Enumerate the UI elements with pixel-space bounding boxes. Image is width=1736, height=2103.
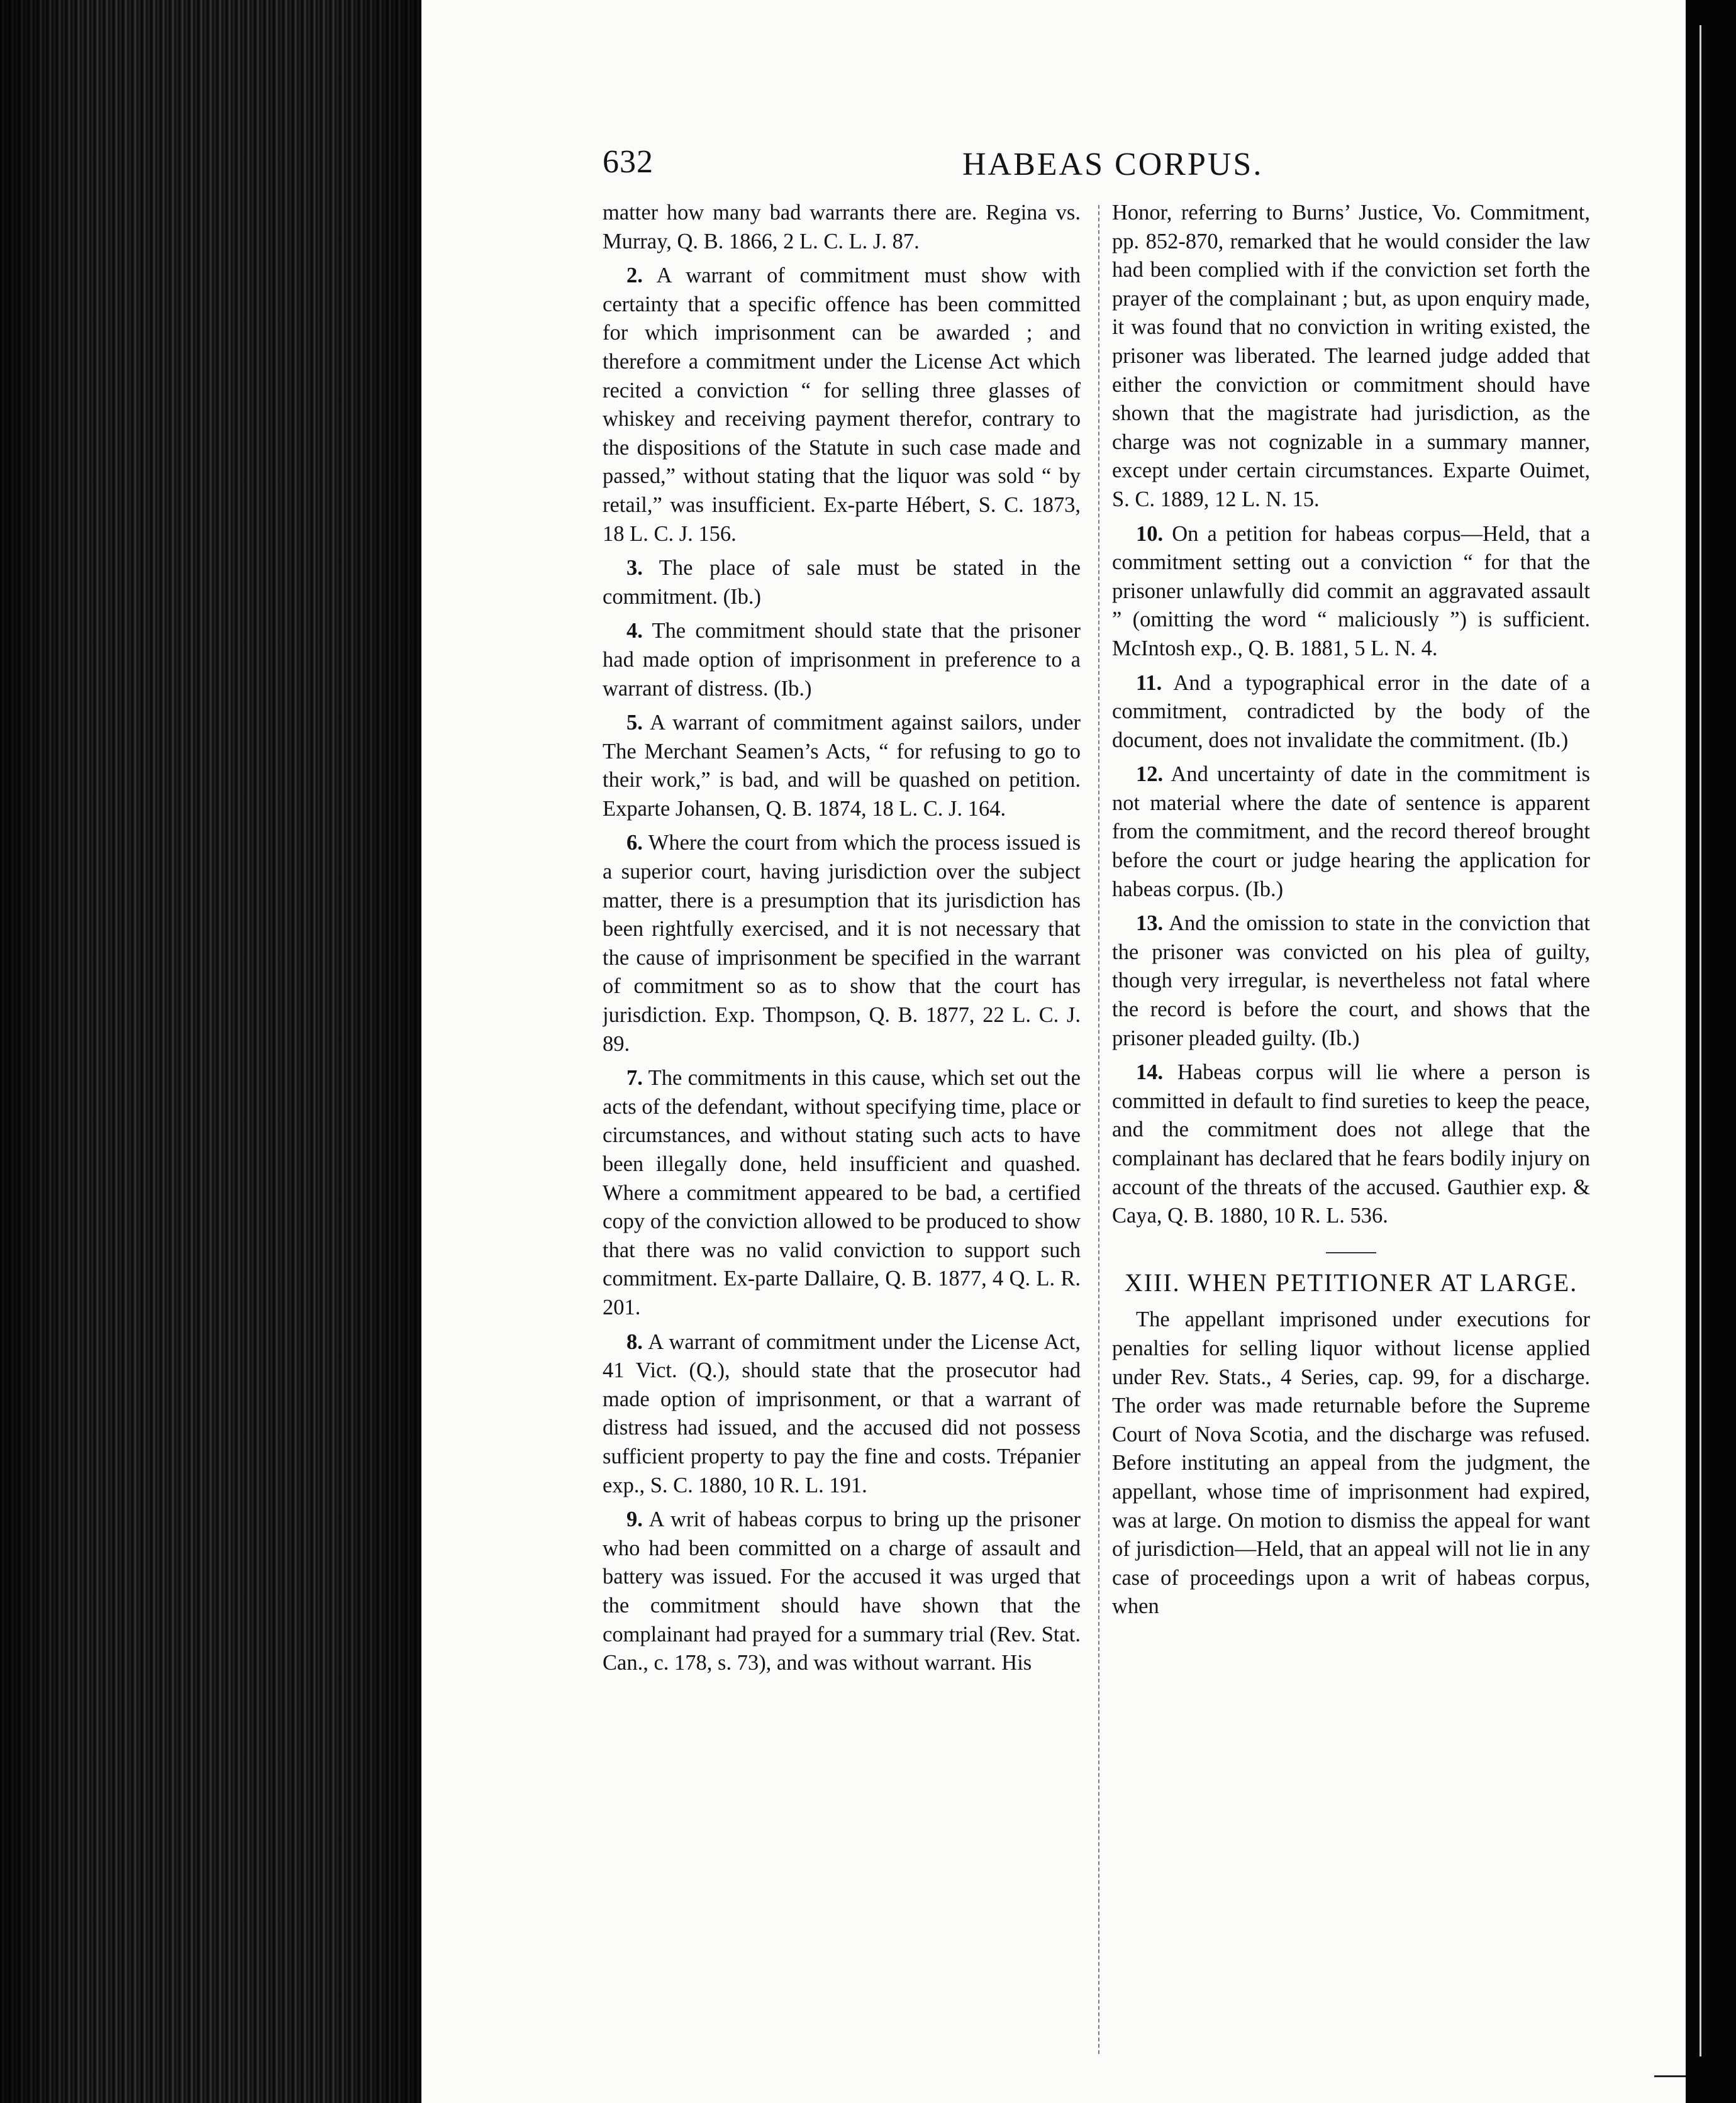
scan-right-margin [1686,0,1736,2103]
paragraph-text: The commitments in this cause, which set out the acts of the defendant, without specifying time, place or circumstances, and without stating such acts to have been illegally done, held insufficient and quashed. Where a commitment appeared to be bad, a certified copy of the conviction allowed to be produced to show that there was no valid conviction to support such commitment. Ex-parte Dallaire, Q. B. 1877, 4 Q. L. R. 201. [603,1066,1081,1319]
left-column [603,199,1081,1997]
paragraph-13 [1112,909,1590,1053]
paragraph-3 [603,554,1081,611]
paragraph-text: The place of sale must be stated in the commitment. (Ib.) [603,556,1081,609]
paragraph-number: 2. [626,264,643,288]
paragraph-number: 8. [626,1329,643,1354]
paragraph-10 [1112,520,1590,663]
paragraph-8 [603,1328,1081,1501]
paragraph-text: A warrant of commitment against sailors, under The Merchant Seamen’s Acts, “ for refusing to go to their work,” is bad, and will be quashed on petition. Exparte Johansen, Q. B. 1874, 18 L. C. J. 164. [603,711,1081,821]
paragraph-text: Where the court from which the process issued is a superior court, having jurisdiction over the subject matter, there is a presumption that its jurisdiction has been rightfully exercised, and it is not necessary that the cause of imprisonment be specified in the warrant of commitment so as to show that the court has jurisdiction. Exp. Thompson, Q. B. 1877, 22 L. C. J. 89. [603,831,1081,1056]
paragraph-text: And a typographical error in the date of a commitment, contradicted by the body of the document, does not invalidate the commitment. (Ib.) [1112,670,1590,752]
right-column [1112,199,1590,1997]
running-head: HABEAS CORPUS. [962,147,1264,182]
paragraph-5 [603,709,1081,823]
section-heading: XIII. WHEN PETITIONER AT LARGE. [1112,1252,1590,1297]
book-page [421,0,1686,2103]
scan-edge-line [1700,25,1701,2056]
paragraph-14 [1112,1058,1590,1231]
paragraph-text: On a petition for habeas corpus—Held, that a commitment setting out a conviction “ for that the prisoner unlawfully did commit an aggravated assault ” (omitting the word “ maliciously ”) is sufficient. McIntosh exp., Q. B. 1881, 5 L. N. 4. [1112,521,1590,660]
paragraph-number: 6. [626,831,643,855]
paragraph-text: A warrant of commitment under the License Act, 41 Vict. (Q.), should state that the prosecutor had made option of imprisonment, or that a warrant of distress had issued, and the accused did not possess sufficient property to pay the fine and costs. Trépanier exp., S. C. 1880, 10 R. L. 191. [603,1329,1081,1497]
paragraph-number: 3. [626,556,643,580]
paragraph-text: A writ of habeas corpus to bring up the prisoner who had been committed on a charge of assault and battery was issued. For the accused it was urged that the commitment should have shown that the complainant had prayed for a summary trial (Rev. Stat. Can., c. 178, s. 73), and was without warrant. His [603,1507,1081,1675]
paragraph-number: 13. [1136,911,1164,936]
paragraph-number: 4. [626,619,643,643]
paragraph-text: And uncertainty of date in the commitment is not material where the date of sentence is apparent from the commitment, and the record thereof brought before the court or judge hearing the application for habeas corpus. (Ib.) [1112,762,1590,901]
paragraph-text: The commitment should state that the prisoner had made option of imprisonment in preference to a warrant of distress. (Ib.) [603,619,1081,701]
paragraph-number: 11. [1136,670,1162,695]
paragraph-9 [603,1506,1081,1678]
paragraph-text: Habeas corpus will lie where a person is committed in default to find sureties to keep the peace, and the commitment does not allege that the complainant has declared that he fears bodily injury on account of the threats of the accused. Gauthier exp. & Caya, Q. B. 1880, 10 R. L. 536. [1112,1060,1590,1228]
paragraph-text: And the omission to state in the conviction that the prisoner was convicted on his plea of guilty, though very irregular, is nevertheless not fatal where the record is before the court, and shows that the prisoner pleaded guilty. (Ib.) [1112,911,1590,1050]
paragraph-number: 12. [1136,762,1164,787]
paragraph-number: 5. [626,711,643,735]
paragraph-6 [603,829,1081,1058]
paragraph-text: A warrant of commitment must show with certainty that a specific offence has been committed for which imprisonment can be awarded ; and therefore a commitment under the License Act which recited a conviction “ for selling three glasses of whiskey and receiving payment therefor, contrary to the dispositions of the Statute in such case made and passed,” without stating that the liquor was sold “ by retail,” was insufficient. Ex-parte Hébert, S. C. 1873, 18 L. C. J. 156. [603,264,1081,546]
paragraph-section-xiii: The appellant imprisoned under executions for penalties for selling liquor without license applied under Rev. Stats., 4 Series, cap. 99, for a discharge. The order was made returnable before the Supreme Court of Nova Scotia, and the discharge was refused. Before instituting an appeal from the judgment, the appellant, whose time of imprisonment had expired, was at large. On motion to dismiss the appeal for want of jurisdiction—Held, that an appeal will not lie in any case of proceedings upon a writ of habeas corpus, when [1112,1307,1590,1619]
paragraph-number: 7. [626,1066,643,1090]
paragraph-number: 14. [1136,1060,1164,1085]
paragraph-number: 9. [626,1507,643,1532]
page-number: 632 [603,144,654,180]
paragraph-continued: Honor, referring to Burns’ Justice, Vo. Commitment, pp. 852-870, remarked that he would consider the law had been complied with if the conviction set forth the prayer of the complainant ; but, as upon enquiry made, it was found that no conviction in writing existed, the prisoner was liberated. The learned judge added that either the conviction or commitment should have shown that the magistrate had jurisdiction, as the charge was not cognizable in a summary manner, except under certain circumstances. Exparte Ouimet, S. C. 1889, 12 L. N. 15. [1112,201,1590,511]
paragraph-2 [603,262,1081,548]
paragraph-7 [603,1064,1081,1322]
paragraph-continued: matter how many bad warrants there are. Regina vs. Murray, Q. B. 1866, 2 L. C. L. J. 87. [603,201,1081,253]
paragraph-number: 10. [1136,521,1164,546]
column-divider [1098,205,1099,2054]
paragraph-4 [603,617,1081,703]
book-edge-pages [0,0,421,2103]
paragraph-11 [1112,669,1590,755]
paragraph-12 [1112,760,1590,904]
